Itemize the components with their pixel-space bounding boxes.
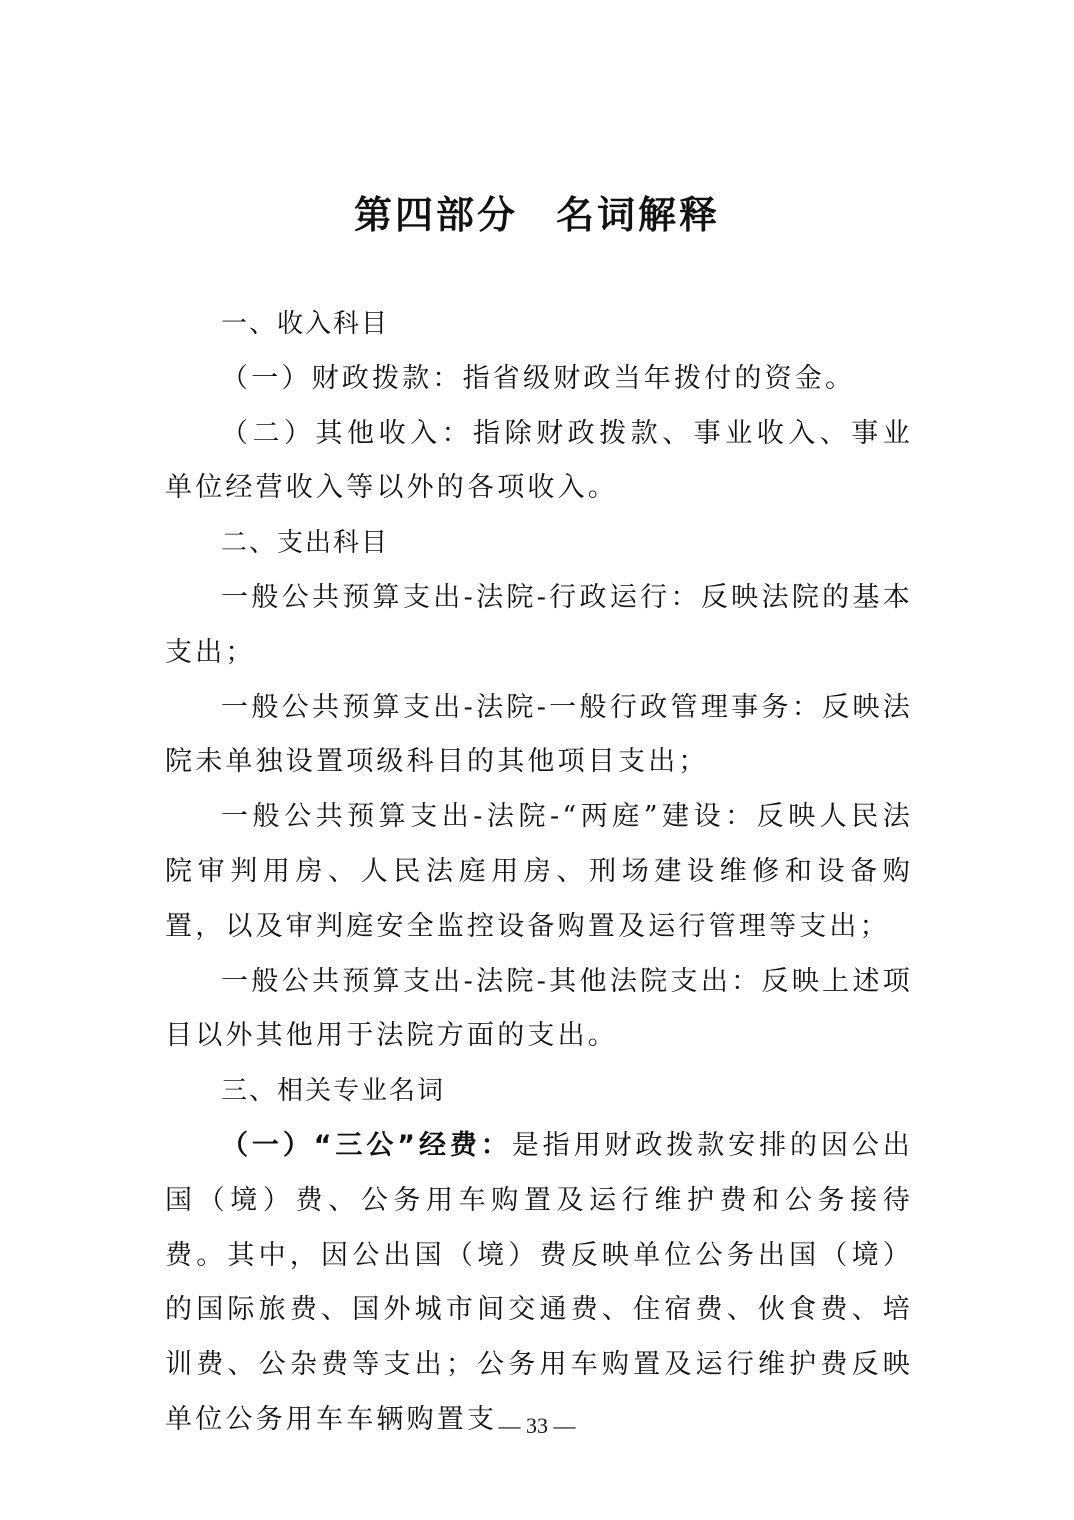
paragraph-other-income: （二）其他收入：指除财政拨款、事业收入、事业单位经营收入等以外的各项收入。 [165,417,913,504]
page-title-part: 第四部分 [353,193,518,237]
paragraph-general-administration: 一般公共预算支出-法院-一般行政管理事务：反映法院未单独设置项级科目的其他项目支出； [165,691,913,778]
paragraph-administrative-operation: 一般公共预算支出-法院-行政运行：反映法院的基本支出； [165,581,913,668]
page-title-name: 名词解释 [556,193,721,237]
document-body [165,297,913,1448]
paragraph-three-public-expenses [165,1119,913,1448]
page-number: — 33 — [498,1413,576,1438]
paragraph-fiscal-appropriation: （一）财政拨款：指省级财政当年拨付的资金。 [221,362,856,394]
paragraph-other-court-expenditure: 一般公共预算支出-法院-其他法院支出：反映上述项目以外其他用于法院方面的支出。 [165,965,913,1052]
paragraph-two-courts-construction: 一般公共预算支出-法院-“两庭”建设：反映人民法院审判用房、人民法庭用房、刑场建设维修和设备购置，以及审判庭安全监控设备购置及运行管理等支出； [165,801,913,942]
section-heading-income: 一、收入科目 [221,309,390,339]
page-title [0,188,1074,242]
section-heading-expenditure: 二、支出科目 [221,528,390,559]
term-label-three-public-expenses: （一）“三公”经费： [221,1129,512,1161]
section-heading-terms: 三、相关专业名词 [221,1076,446,1107]
term-definition-three-public-expenses: 是指用财政拨款安排的因公出国（境）费、公务用车购置及运行维护费和公务接待费。其中，因公出国（境）费反映单位公务出国（境）的国际旅费、国外城市间交通费、住宿费、伙食费、培训费、公杂费等支出；公务用车购置及运行维护费反映单位公务用车车辆购置支 [165,1129,913,1435]
